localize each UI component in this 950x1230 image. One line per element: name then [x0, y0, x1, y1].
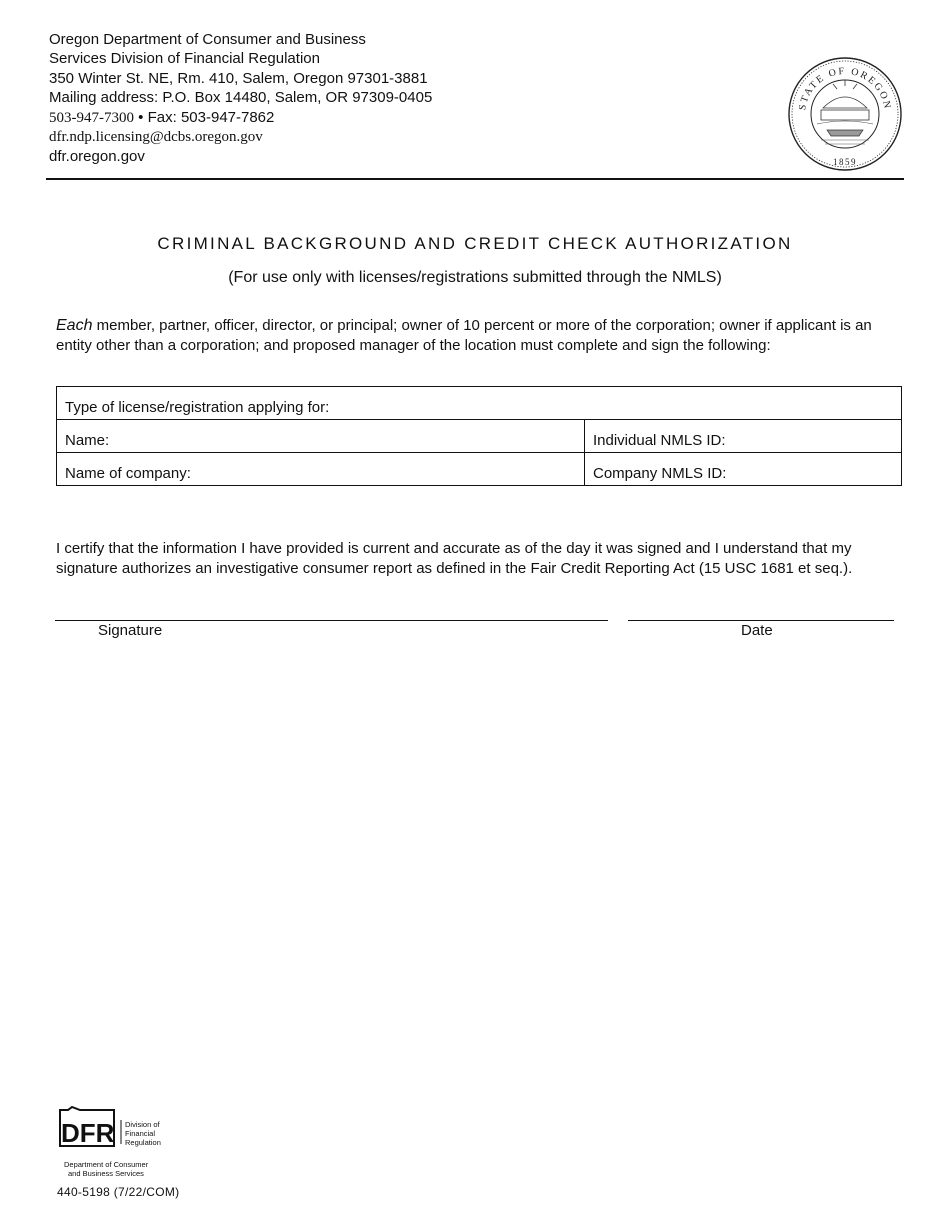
form-number: 440-5198 (7/22/COM) [57, 1185, 180, 1199]
logo-dfr-text: DFR [61, 1118, 115, 1148]
phone-number: 503-947-7300 [49, 109, 134, 126]
signature-label: Signature [98, 622, 163, 639]
license-type-label: Type of license/registration applying for: [65, 399, 330, 416]
instructions-paragraph [56, 316, 906, 356]
instructions-lead-word: Each [56, 317, 93, 334]
bullet-separator: • [138, 108, 144, 126]
logo-regulation-text: Regulation [125, 1138, 161, 1147]
mailing-address: Mailing address: P.O. Box 14480, Salem, OR 97309-0405 [49, 89, 433, 107]
website-link[interactable]: dfr.oregon.gov [49, 148, 145, 166]
individual-nmls-id-label: Individual NMLS ID: [593, 432, 726, 449]
logo-dept-line1: Department of Consumer [64, 1160, 149, 1169]
email-address[interactable]: dfr.ndp.licensing@dcbs.oregon.gov [49, 129, 263, 146]
date-label: Date [741, 622, 773, 639]
fax-number: Fax: 503-947-7862 [147, 108, 275, 126]
agency-name-line2: Services Division of Financial Regulation [49, 50, 320, 68]
company-nmls-id-field[interactable] [585, 453, 902, 486]
page-subtitle: (For use only with licenses/registrations submitted through the NMLS) [228, 269, 722, 286]
applicant-info-table [56, 386, 902, 486]
agency-header [49, 30, 432, 167]
logo-dept-line2: and Business Services [68, 1169, 144, 1178]
company-name-label: Name of company: [65, 465, 191, 482]
seal-state-text: STATE OF OREGON [797, 65, 893, 112]
certification-statement: I certify that the information I have provided is current and accurate as of the day it was signed and I understand that my signature authorizes an investigative consumer report as defined in the Fair Credit Reporting Act (15 USC 1681 et seq.). [56, 540, 853, 577]
name-field[interactable] [57, 420, 585, 453]
signature-line[interactable] [55, 620, 608, 621]
logo-division-text: Division of [125, 1120, 160, 1129]
dfr-logo [58, 1106, 188, 1178]
company-name-field[interactable] [57, 453, 585, 486]
company-nmls-id-label: Company NMLS ID: [593, 465, 727, 482]
individual-nmls-id-field[interactable] [585, 420, 902, 453]
street-address: 350 Winter St. NE, Rm. 410, Salem, Oregon 97301-3881 [49, 69, 428, 87]
oregon-state-seal [787, 56, 903, 172]
seal-year: 1859 [833, 157, 857, 167]
page-title: CRIMINAL BACKGROUND AND CREDIT CHECK AUTHORIZATION [157, 234, 793, 253]
license-type-field[interactable] [57, 387, 902, 420]
phone-fax-line [49, 108, 432, 128]
logo-financial-text: Financial [125, 1129, 156, 1138]
name-label: Name: [65, 432, 110, 449]
header-divider [46, 178, 904, 180]
instructions-text: member, partner, officer, director, or principal; owner of 10 percent or more of the corporation; owner if applicant is an entity other than a corporation; and proposed manager of the location must complete and sign the following: [56, 317, 872, 354]
date-line[interactable] [628, 620, 894, 621]
agency-name-line1: Oregon Department of Consumer and Business [49, 31, 366, 48]
